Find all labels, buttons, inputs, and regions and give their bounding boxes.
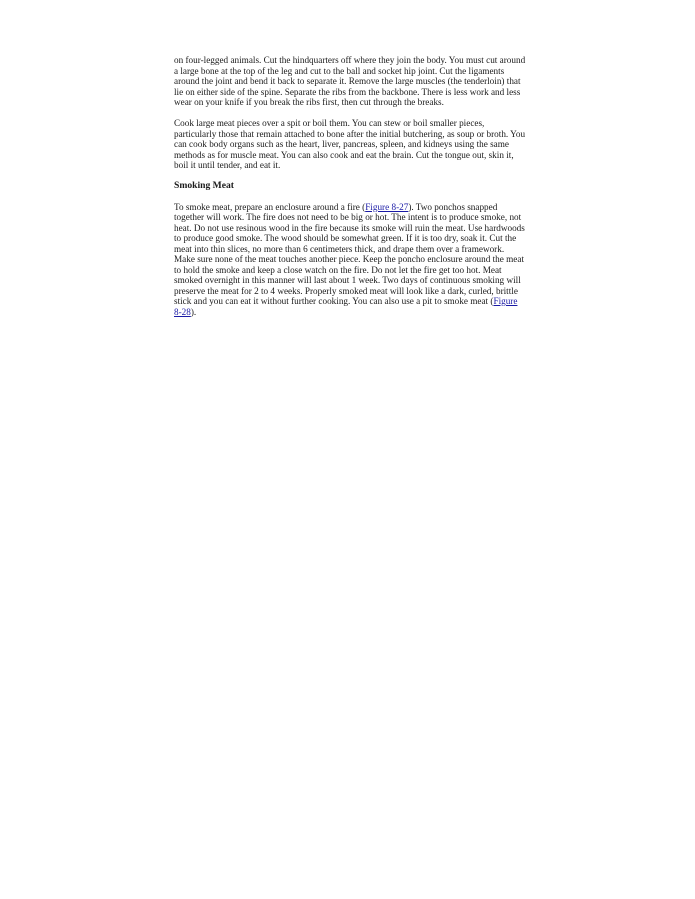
smoking-text-part-2: ). Two ponchos snapped together will work. The fire does not need to be big or hot. The intent is to produce smoke, not heat. Do not use resinous wood in the fire because its smoke will ruin the meat. Use hardwoods to produce good smoke. The wood should be somewhat green. If it is too dry, soak it. Cut the meat into thin slices, no more than 6 centimeters thick, and drape them over a framework. Make sure none of the meat touches another piece. Keep the poncho enclosure around the meat to hold the smoke and keep a close watch on the fire. Do not let the fire get too hot. Meat smoked overnight in this manner will last about 1 week. Two days of continuous smoking will preserve the meat for 2 to 4 weeks. Properly smoked meat will look like a dark, curled, brittle stick and you can eat it without further cooking. You can also use a pit to smoke meat ( — [174, 201, 525, 306]
document-page — [174, 55, 526, 328]
butchering-paragraph: on four-legged animals. Cut the hindquarters off where they join the body. You must cut around a large bone at the top of the leg and cut to the ball and socket hip joint. Cut the ligaments around the joint and bend it back to separate it. Remove the large muscles (the tenderloin) that lie on either side of the spine. Separate the ribs from the backbone. There is less work and less wear on your knife if you break the ribs first, then cut through the breaks. — [174, 55, 526, 107]
figure-8-27-link[interactable]: Figure 8-27 — [365, 201, 409, 212]
smoking-text-part-3: ). — [190, 306, 197, 317]
smoking-paragraph — [174, 202, 526, 318]
cooking-paragraph: Cook large meat pieces over a spit or boil them. You can stew or boil smaller pieces, particularly those that remain attached to bone after the initial butchering, as soup or broth. You can cook body organs such as the heart, liver, pancreas, spleen, and kidneys using the same methods as for muscle meat. You can also cook and eat the brain. Cut the tongue out, skin it, boil it until tender, and eat it. — [174, 118, 526, 170]
smoking-text-part-1: To smoke meat, prepare an enclosure around a fire ( — [174, 201, 366, 212]
section-heading: Smoking Meat — [174, 180, 234, 191]
figure-8-28-link[interactable]: Figure 8-28 — [174, 296, 518, 317]
